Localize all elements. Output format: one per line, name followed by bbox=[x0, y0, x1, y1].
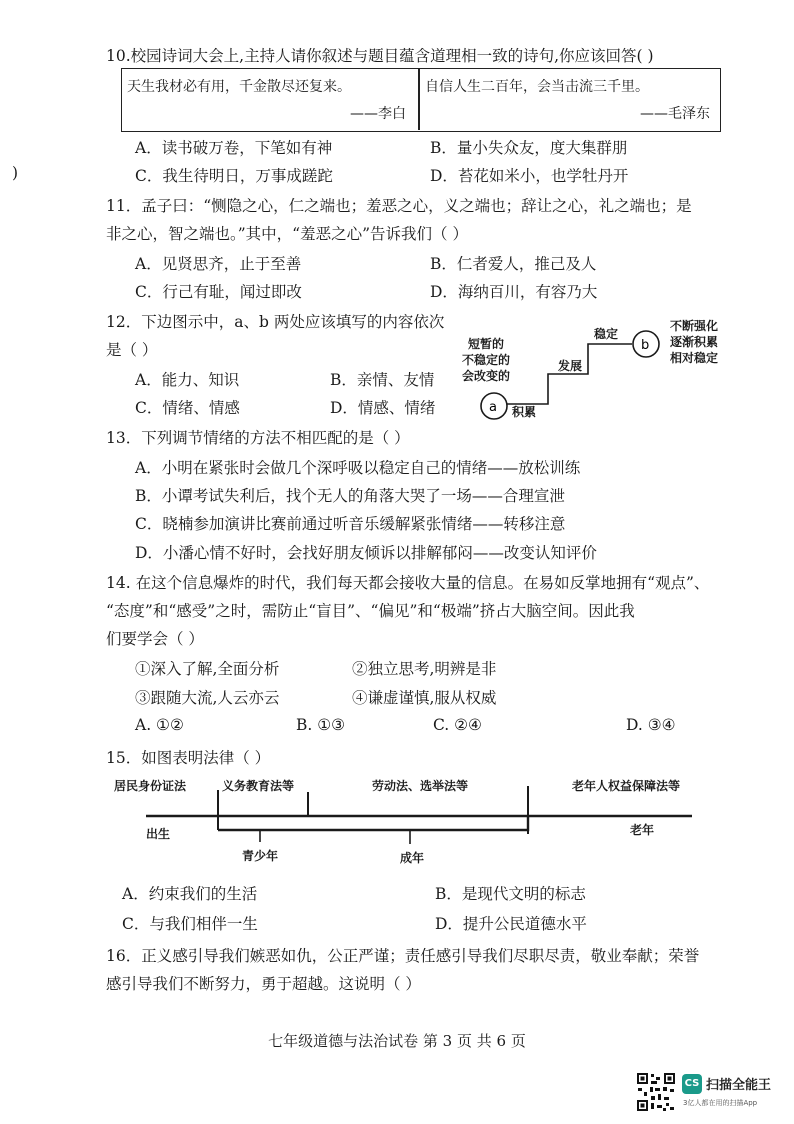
q12-stem-line-1: 12．下边图示中，a、b 两处应该填写的内容依次 bbox=[106, 313, 445, 331]
q15-option-d: D．提升公民道德水平 bbox=[435, 915, 587, 933]
law-lifetime-timeline bbox=[110, 772, 710, 872]
q14-option-c: C. ②④ bbox=[433, 716, 482, 734]
q14-stem-line-1: 14. 在这个信息爆炸的时代，我们每天都会接收大量的信息。在易如反掌地拥有“观点”、 bbox=[106, 574, 710, 592]
q14-item-4: ④谦虚谨慎,服从权威 bbox=[352, 689, 497, 707]
q16-stem-line-2: 感引导我们不断努力，勇于超越。这说明（ ） bbox=[106, 975, 421, 993]
q12-option-b: B．亲情、友情 bbox=[330, 371, 435, 389]
q14-item-3: ③跟随大流,人云亦云 bbox=[135, 689, 280, 707]
q10-option-a: A．读书破万卷，下笔如有神 bbox=[135, 139, 333, 157]
q14-stem-line-3: 们要学会（ ） bbox=[106, 630, 204, 648]
margin-mark: ) bbox=[12, 164, 19, 182]
diagram-circle-b-label: b bbox=[641, 338, 650, 353]
q12-option-d: D．情感、情绪 bbox=[330, 399, 436, 417]
diagram-label-stable: 稳定 bbox=[594, 327, 619, 341]
q13-option-d: D．小潘心情不好时，会找好朋友倾诉以排解郁闷——改变认知评价 bbox=[135, 544, 597, 562]
timeline-old-age: 老年 bbox=[630, 823, 655, 837]
poem-right: 自信人生二百年，会当击流三千里。 bbox=[425, 79, 649, 95]
q16-stem-line-1: 16．正义感引导我们嫉恶如仇，公正严谨；责任感引导我们尽职尽责，敬业奉献；荣誉 bbox=[106, 947, 700, 965]
q11-stem-line-2: 非之心，智之端也。”其中，“羞恶之心”告诉我们（ ） bbox=[106, 225, 468, 243]
page-footer: 七年级道德与法治试卷 第 3 页 共 6 页 bbox=[268, 1032, 526, 1050]
q11-option-d: D．海纳百川，有容乃大 bbox=[430, 283, 598, 301]
q12-option-a: A．能力、知识 bbox=[135, 371, 240, 389]
poem-right-author: ——毛泽东 bbox=[640, 106, 710, 122]
diagram-right-text-3: 相对稳定 bbox=[670, 351, 719, 365]
timeline-birth: 出生 bbox=[146, 827, 171, 841]
q14-item-2: ②独立思考,明辨是非 bbox=[352, 660, 497, 678]
q10-option-c: C．我生待明日，万事成蹉跎 bbox=[135, 167, 333, 185]
q15-option-c: C．与我们相伴一生 bbox=[122, 915, 258, 933]
q15-option-b: B．是现代文明的标志 bbox=[435, 885, 586, 903]
q14-item-1: ①深入了解,全面分析 bbox=[135, 660, 280, 678]
q14-option-d: D. ③④ bbox=[626, 716, 676, 734]
q11-option-b: B．仁者爱人，推己及人 bbox=[430, 255, 597, 273]
q10-option-d: D．苔花如米小，也学牡丹开 bbox=[430, 167, 629, 185]
timeline-label-id-card-law: 居民身份证法 bbox=[114, 779, 187, 793]
diagram-right-text-2: 逐渐积累 bbox=[670, 335, 719, 349]
q11-option-c: C．行己有耻，闻过即改 bbox=[135, 283, 302, 301]
poem-left-author: ——李白 bbox=[350, 106, 406, 122]
camscanner-tagline: 3亿人都在用的扫描App bbox=[683, 1099, 758, 1107]
poem-left: 天生我材必有用，千金散尽还复来。 bbox=[127, 79, 351, 95]
q13-option-a: A．小明在紧张时会做几个深呼吸以稳定自己的情绪——放松训练 bbox=[135, 459, 581, 477]
timeline-adult: 成年 bbox=[400, 851, 425, 865]
q10-option-b: B．量小失众友，度大集群朋 bbox=[430, 139, 628, 157]
q14-option-a: A. ①② bbox=[135, 716, 184, 734]
diagram-label-develop: 发展 bbox=[558, 359, 583, 373]
diagram-left-text-3: 会改变的 bbox=[462, 369, 511, 383]
timeline-label-education-law: 义务教育法等 bbox=[222, 779, 295, 793]
q14-stem-line-2: “态度”和“感受”之时，需防止“盲目”、“偏见”和“极端”挤占大脑空间。因此我 bbox=[106, 602, 635, 620]
q10-stem: 10.校园诗词大会上,主持人请你叙述与题目蕴含道理相一致的诗句,你应该回答( ) bbox=[106, 47, 654, 65]
q11-stem-line-1: 11．孟子曰：“恻隐之心，仁之端也；羞恶之心，义之端也；辞让之心，礼之端也；是 bbox=[106, 197, 692, 215]
q13-option-b: B．小谭考试失利后，找个无人的角落大哭了一场——合理宣泄 bbox=[135, 487, 565, 505]
diagram-left-text-1: 短暂的 bbox=[468, 337, 505, 351]
q12-stem-line-2: 是（ ） bbox=[106, 341, 158, 359]
diagram-left-text-2: 不稳定的 bbox=[462, 353, 511, 367]
timeline-lower-bracket bbox=[218, 816, 528, 830]
q13-stem: 13．下列调节情绪的方法不相匹配的是（ ） bbox=[106, 429, 410, 447]
diagram-label-accumulate: 积累 bbox=[512, 405, 537, 419]
poem-divider bbox=[418, 68, 420, 130]
diagram-staircase bbox=[506, 344, 632, 404]
timeline-label-labor-election-law: 劳动法、选举法等 bbox=[372, 779, 469, 793]
diagram-right-text-1: 不断强化 bbox=[670, 319, 719, 333]
timeline-label-elderly-law: 老年人权益保障法等 bbox=[572, 779, 681, 793]
q13-option-c: C．晓楠参加演讲比赛前通过听音乐缓解紧张情绪——转移注意 bbox=[135, 515, 566, 533]
qr-code-icon bbox=[636, 1072, 676, 1112]
timeline-youth: 青少年 bbox=[242, 849, 279, 863]
q15-stem: 15．如图表明法律（ ） bbox=[106, 749, 271, 767]
camscanner-logo-icon: CS bbox=[682, 1074, 702, 1094]
q11-option-a: A．见贤思齐，止于至善 bbox=[135, 255, 302, 273]
q14-option-b: B. ①③ bbox=[296, 716, 346, 734]
camscanner-name: 扫描全能王 bbox=[706, 1078, 772, 1093]
q15-option-a: A．约束我们的生活 bbox=[122, 885, 258, 903]
emotion-staircase-diagram bbox=[460, 316, 732, 426]
diagram-circle-a-label: a bbox=[489, 400, 497, 415]
q12-option-c: C．情绪、情感 bbox=[135, 399, 240, 417]
